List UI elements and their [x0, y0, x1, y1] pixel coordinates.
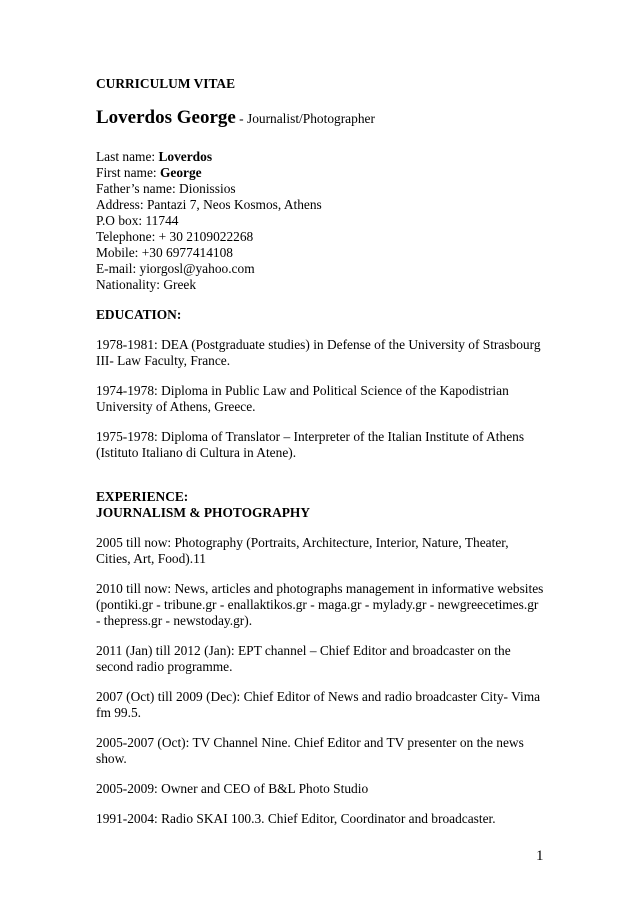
education-item: 1978-1981: DEA (Postgraduate studies) in Defense of the University of Strasbourg III- Law Faculty, France.: [96, 337, 541, 368]
nationality: Nationality: Greek: [96, 277, 197, 292]
mobile: Mobile: +30 6977414108: [96, 245, 233, 260]
experience-header: [96, 489, 546, 521]
telephone: Telephone: + 30 2109022268: [96, 229, 254, 244]
email: E-mail: yiorgosl@yahoo.com: [96, 261, 255, 276]
education-item: 1975-1978: Diploma of Translator – Interpreter of the Italian Institute of Athens (Istituto Italiano di Cultura in Atene).: [96, 429, 525, 460]
document-title: CURRICULUM VITAE: [96, 76, 235, 91]
last-name-value: Loverdos: [158, 149, 213, 164]
first-name-value: George: [159, 165, 202, 180]
experience-subheading: JOURNALISM & PHOTOGRAPHY: [96, 505, 311, 520]
education-heading: EDUCATION:: [96, 307, 182, 322]
experience-item: 2010 till now: News, articles and photographs management in informative websites (pontiki.gr - tribune.gr - enallaktikos.gr - maga.gr - mylady.gr - newgreecetimes.gr - thepress.gr - newstoday.gr).: [96, 581, 544, 628]
first-name-row: [96, 165, 546, 181]
personal-details: [96, 149, 546, 293]
experience-item: 2011 (Jan) till 2012 (Jan): EPT channel – Chief Editor and broadcaster on the second radio programme.: [96, 643, 511, 674]
person-role: - Journalist/Photographer: [235, 111, 375, 126]
po-box: P.O box: 11744: [96, 213, 179, 228]
education-item: 1974-1978: Diploma in Public Law and Political Science of the Kapodistrian University of Athens, Greece.: [96, 383, 509, 414]
address: Address: Pantazi 7, Neos Kosmos, Athens: [96, 197, 322, 212]
first-name-label: First name:: [96, 165, 160, 180]
last-name-row: [96, 149, 546, 165]
page-number: 1: [536, 848, 544, 864]
person-name: Loverdos George: [96, 107, 236, 128]
experience-item: 2007 (Oct) till 2009 (Dec): Chief Editor of News and radio broadcaster City- Vima fm 99.5.: [96, 689, 541, 720]
name-line: [96, 106, 546, 131]
experience-item: 2005 till now: Photography (Portraits, Architecture, Interior, Nature, Theater, Cities, Art, Food).11: [96, 535, 509, 566]
experience-item: 2005-2009: Owner and CEO of B&L Photo Studio: [96, 781, 369, 796]
experience-heading: EXPERIENCE:: [96, 489, 189, 504]
last-name-label: Last name:: [96, 149, 159, 164]
experience-item: 2005-2007 (Oct): TV Channel Nine. Chief Editor and TV presenter on the news show.: [96, 735, 524, 766]
father-name: Father’s name: Dionissios: [96, 181, 236, 196]
cv-content: [96, 76, 546, 827]
experience-item: 1991-2004: Radio SKAI 100.3. Chief Editor, Coordinator and broadcaster.: [96, 811, 496, 826]
